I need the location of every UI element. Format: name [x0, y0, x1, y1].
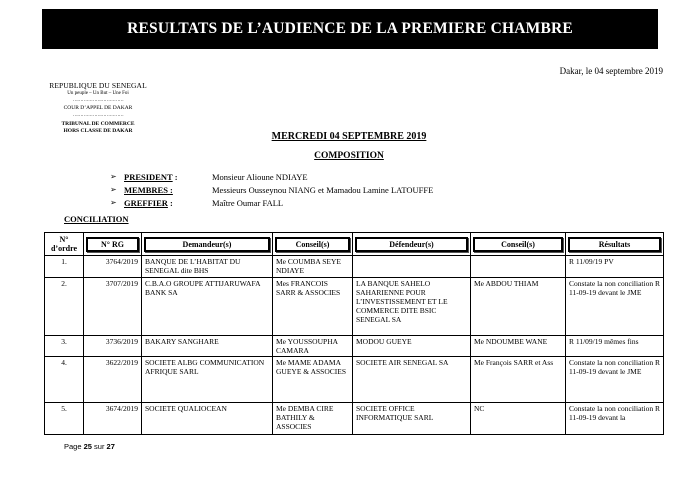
member-label: MEMBRES :	[124, 184, 173, 195]
date-line: Dakar, le 04 septembre 2019	[559, 66, 663, 76]
member-value: Maître Oumar FALL	[212, 197, 284, 208]
cell-conseil: Me DEMBA CIRE BATHILY & ASSOCIES	[273, 403, 353, 435]
member-row-membres	[110, 183, 433, 196]
cell-rg: 3674/2019	[84, 403, 142, 435]
section-label: CONCILIATION	[64, 214, 129, 224]
total-pages: 27	[106, 442, 115, 451]
cell-defendeur: LA BANQUE SAHELO SAHARIENNE POUR L’INVESTISSEMENT ET LE COMMERCE DITE BSIC SENEGAL SA	[353, 278, 471, 336]
member-value: Monsieur Alioune NDIAYE	[212, 171, 308, 182]
institution-header	[44, 81, 152, 135]
header-conseil: Conseil(s)	[471, 233, 566, 256]
cell-num: 4.	[45, 357, 84, 403]
separator: ……………………………	[72, 98, 124, 103]
cell-conseil: Mes FRANCOIS SARR & ASSOCIES	[273, 278, 353, 336]
cell-defendeur: SOCIETE OFFICE INFORMATIQUE SARL	[353, 403, 471, 435]
table-row	[45, 278, 664, 336]
court-of-appeal-label: COUR D’APPEL DE DAKAR	[63, 105, 133, 111]
cell-rg: 3707/2019	[84, 278, 142, 336]
cell-conseil: Me François SARR et Ass	[471, 357, 566, 403]
member-label: GREFFIER :	[124, 197, 173, 208]
table-row	[45, 336, 664, 357]
title-banner	[42, 9, 658, 49]
cell-conseil: Me YOUSSOUPHA CAMARA	[273, 336, 353, 357]
tribunal-label: TRIBUNAL DE COMMERCE	[61, 121, 135, 127]
cell-conseil: NC	[471, 403, 566, 435]
header-rg: N° RG	[84, 233, 142, 256]
page-footer: Page 25 sur 27	[64, 442, 115, 451]
cell-resultat: Constate la non conciliation R 11-09-19 devant le JME	[566, 278, 664, 336]
cell-conseil: Me ABDOU THIAM	[471, 278, 566, 336]
header-conseil: Conseil(s)	[273, 233, 353, 256]
cell-num: 2.	[45, 278, 84, 336]
member-value: Messieurs Ousseynou NIANG et Mamadou Lamine LATOUFFE	[212, 184, 434, 195]
page-title: RESULTATS DE L’AUDIENCE DE LA PREMIERE CHAMBRE	[127, 20, 573, 37]
cell-demandeur: C.B.A.O GROUPE ATTIJARUWAFA BANK SA	[142, 278, 273, 336]
composition-title: COMPOSITION	[314, 151, 384, 161]
cell-demandeur: SOCIETE QUALIOCEAN	[142, 403, 273, 435]
session-date: MERCREDI 04 SEPTEMBRE 2019	[271, 131, 427, 142]
cell-conseil: Me COUMBA SEYE NDIAYE	[273, 256, 353, 278]
results-table	[44, 232, 664, 435]
cell-rg: 3622/2019	[84, 357, 142, 403]
separator: ……………………………	[72, 113, 124, 118]
member-row-greffier	[110, 196, 433, 209]
cell-num: 1.	[45, 256, 84, 278]
cell-rg: 3736/2019	[84, 336, 142, 357]
header-resultats: Résultats	[566, 233, 664, 256]
table-header-row	[45, 233, 664, 256]
current-page: 25	[83, 442, 92, 451]
arrow-bullet-icon: ➢	[110, 198, 117, 207]
cell-num: 3.	[45, 336, 84, 357]
arrow-bullet-icon: ➢	[110, 172, 117, 181]
arrow-bullet-icon: ➢	[110, 185, 117, 194]
cell-defendeur: SOCIETE AIR SENEGAL SA	[353, 357, 471, 403]
national-motto: Un peuple – Un But – Une Foi	[67, 91, 129, 96]
member-label: PRESIDENT :	[124, 171, 178, 182]
cell-demandeur: BANQUE DE L’HABITAT DU SENEGAL dite BHS	[142, 256, 273, 278]
cell-defendeur: MODOU GUEYE	[353, 336, 471, 357]
cell-resultat: Constate la non conciliation R 11-09-19 devant le JME	[566, 357, 664, 403]
tribunal-class-label: HORS CLASSE DE DAKAR	[63, 128, 133, 134]
cell-defendeur	[353, 256, 471, 278]
cell-num: 5.	[45, 403, 84, 435]
member-row-president	[110, 170, 433, 183]
header-defendeur: Défendeur(s)	[353, 233, 471, 256]
cell-demandeur: SOCIETE ALBG COMMUNICATION AFRIQUE SARL	[142, 357, 273, 403]
cell-resultat: R 11/09/19 mêmes fins	[566, 336, 664, 357]
table-row	[45, 403, 664, 435]
header-num: N° d’ordre	[45, 233, 84, 256]
cell-rg: 3764/2019	[84, 256, 142, 278]
republic-label: REPUBLIQUE DU SENEGAL	[49, 81, 147, 90]
table-row	[45, 256, 664, 278]
composition-list	[110, 170, 433, 209]
cell-conseil: Me NDOUMBE WANE	[471, 336, 566, 357]
cell-resultat: R 11/09/19 PV	[566, 256, 664, 278]
cell-demandeur: BAKARY SANGHARE	[142, 336, 273, 357]
cell-conseil	[471, 256, 566, 278]
table-row	[45, 357, 664, 403]
cell-conseil: Me MAME ADAMA GUEYE & ASSOCIES	[273, 357, 353, 403]
header-demandeur: Demandeur(s)	[142, 233, 273, 256]
cell-resultat: Constate la non conciliation R 11-09-19 devant la	[566, 403, 664, 435]
